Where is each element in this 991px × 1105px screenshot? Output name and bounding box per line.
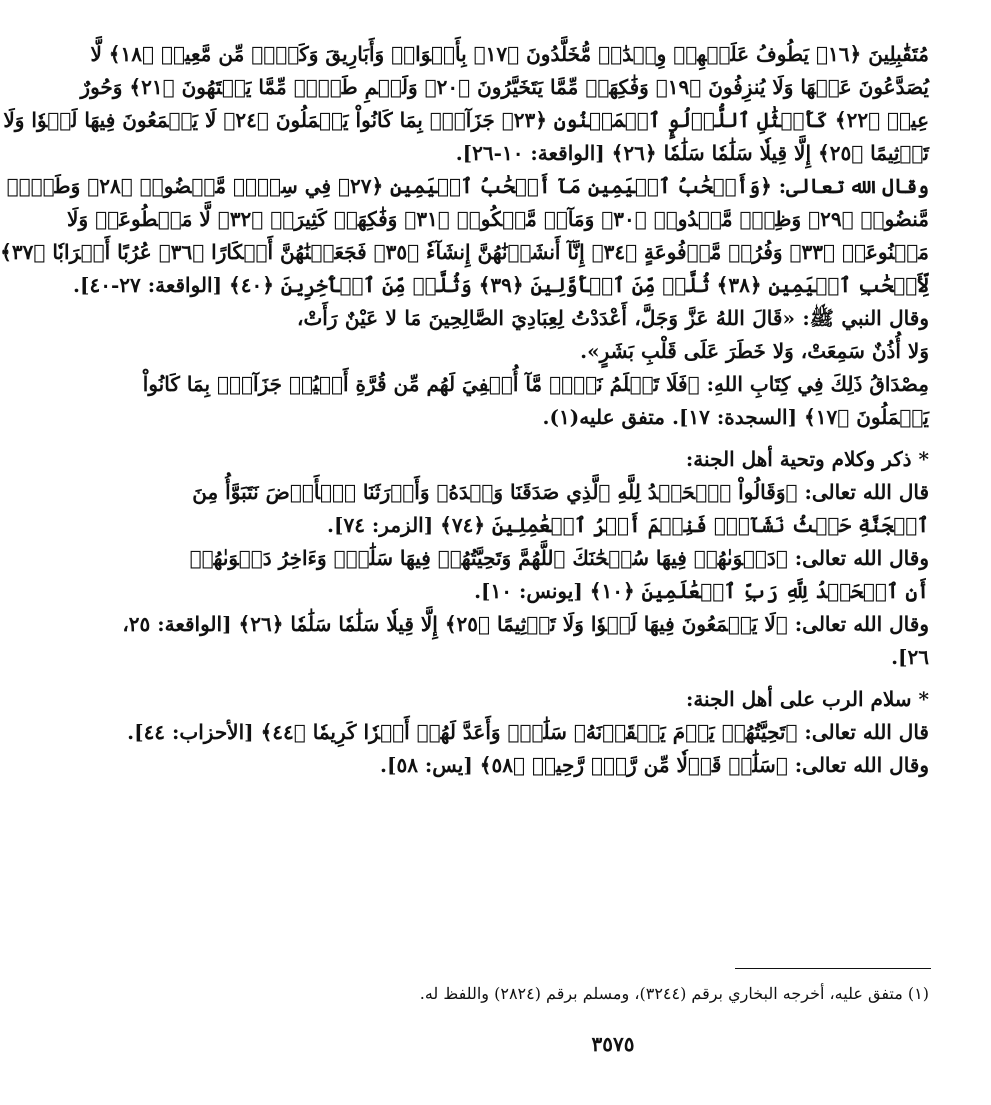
text-line: وقال الله تعالى: ﴿وَأَصۡحَٰبُ ٱلۡيَمِينِ مَآ أَصۡحَٰبُ ٱلۡيَمِينِ ﴿٢٧﴾ فِي سِدۡرٖ مَّخۡضُودٖ ﴿٢٨﴾ وَطَلۡحٖ [6, 174, 929, 198]
verse-block-waqiah-25-26 [122, 608, 929, 674]
text-line: يُصَدَّعُونَ عَنۡهَا وَلَا يُنزِفُونَ ﴿١٩﴾ وَفَٰكِهَةٖ مِّمَّا يَتَخَيَّرُونَ ﴿٢٠﴾ وَلَحۡمِ طَيۡرٖ مِّمَّا يَشۡتَهُونَ ﴿٢١﴾ وَحُورٌ [80, 75, 929, 99]
verse-block-yunus-10 [189, 542, 929, 608]
text-line: قال الله تعالى: ﴿تَحِيَّتُهُمۡ يَوۡمَ يَلۡقَوۡنَهُۥ سَلَٰمٞۚ وَأَعَدَّ لَهُمۡ أَجۡرٗا كَرِيمٗا ﴿٤٤﴾ [الأحزاب: ٤٤]. [127, 720, 929, 744]
text-line: أَنِ ٱلۡحَمۡدُ لِلَّهِ رَبِّ ٱلۡعَٰلَمِينَ ﴿١٠﴾ [يونس: ١٠]. [474, 579, 929, 603]
text-line: يَعۡمَلُونَ ﴿١٧﴾ [السجدة: ١٧]. متفق عليه(١). [542, 405, 929, 429]
footnote: (١) متفق عليه، أخرجه البخاري برقم (٣٢٤٤)، ومسلم برقم (٢٨٢٤) واللفظ له. [419, 984, 929, 1003]
text-line: تَأۡثِيمًا ﴿٢٥﴾ إِلَّا قِيلٗا سَلَٰمٗا سَلَٰمٗا ﴿٢٦﴾ [الواقعة: ١٠-٢٦]. [455, 141, 929, 165]
text-line: وقال النبي ﷺ: «قَالَ اللهُ عَزَّ وَجَلَّ، أَعْدَدْتُ لِعِبَادِيَ الصَّالِحِينَ مَا لا عَيْنٌ رَأَتْ، [297, 306, 929, 330]
text-line: مِصْدَاقُ ذَلِكَ فِي كِتَابِ اللهِ: ﴿فَلَا تَعۡلَمُ نَفۡسٞ مَّآ أُخۡفِيَ لَهُم مِّن قُرَّةِ أَعۡيُنٖ جَزَآءَۢ بِمَا كَانُواْ [142, 372, 929, 396]
text-line: ٢٦]. [891, 645, 929, 669]
text-line: مَمۡنُوعَةٖ ﴿٣٣﴾ وَفُرُشٖ مَّرۡفُوعَةٍ ﴿٣٤﴾ إِنَّآ أَنشَأۡنَٰهُنَّ إِنشَآءٗ ﴿٣٥﴾ فَجَعَلۡنَٰهُنَّ أَبۡكَارًا ﴿٣٦﴾ عُرُبًا أَتۡرَابٗا ﴿٣٧﴾ [0, 240, 929, 264]
text-line: وقال الله تعالى: ﴿لَا يَسۡمَعُونَ فِيهَا لَغۡوٗا وَلَا تَأۡثِيمًا ﴿٢٥﴾ إِلَّا قِيلٗا سَلَٰمٗا سَلَٰمٗا ﴿٢٦﴾ [الواقعة: ٢٥، [122, 612, 929, 636]
text-line: مُتَقَٰبِلِينَ ﴿١٦﴾ يَطُوفُ عَلَيۡهِمۡ وِلۡدَٰنٞ مُّخَلَّدُونَ ﴿١٧﴾ بِأَكۡوَابٖ وَأَبَارِيقَ وَكَأۡسٖ مِّن مَّعِينٖ ﴿١٨﴾ لَّا [90, 42, 929, 66]
footnote-divider [735, 968, 931, 969]
text-line: ٱلۡجَنَّةِ حَيۡثُ نَشَآءُۖ فَنِعۡمَ أَجۡرُ ٱلۡعَٰمِلِينَ ﴿٧٤﴾ [الزمر: ٧٤]. [327, 513, 929, 537]
verse-block-ahzab-yasin [127, 716, 929, 782]
page-number: ٣٥٧٥ [591, 1032, 635, 1056]
section-heading-salam: * سلام الرب على أهل الجنة: [685, 687, 929, 711]
text-line: وقال الله تعالى: ﴿سَلَٰمٞ قَوۡلٗا مِّن رَّبّٖ رَّحِيمٖ ﴿٥٨﴾ [يس: ٥٨]. [380, 753, 929, 777]
text-line: لِّأَصۡحَٰبِ ٱلۡيَمِينِ ﴿٣٨﴾ ثُلَّةٞ مِّنَ ٱلۡأَوَّلِينَ ﴿٣٩﴾ وَثُلَّةٞ مِّنَ ٱلۡأٓخِرِينَ ﴿٤٠﴾ [الواقعة: ٢٧-٤٠]. [73, 273, 929, 297]
text-line: مَّنضُودٖ ﴿٢٩﴾ وَظِلّٖ مَّمۡدُودٖ ﴿٣٠﴾ وَمَآءٖ مَّسۡكُوبٖ ﴿٣١﴾ وَفَٰكِهَةٖ كَثِيرَةٖ ﴿٣٢﴾ لَّا مَقۡطُوعَةٖ وَلَا [67, 207, 929, 231]
text-line: وَلا أُذُنٌ سَمِعَتْ، وَلا خَطَرَ عَلَى قَلْبِ بَشَرٍ». [580, 339, 929, 363]
verse-block-zumar-74 [192, 476, 929, 542]
hadith-block [297, 302, 929, 368]
text-line: عِينٞ ﴿٢٢﴾ كَأَمۡثَٰلِ ٱللُّؤۡلُوِٕ ٱلۡمَكۡنُونِ ﴿٢٣﴾ جَزَآءَۢ بِمَا كَانُواْ يَعۡمَلُونَ ﴿٢٤﴾ لَا يَسۡمَعُونَ فِيهَا لَغۡوٗا وَلَا [3, 108, 929, 132]
verse-block-waqiah-16-26 [3, 38, 929, 170]
section-heading-dhikr: * ذكر وكلام وتحية أهل الجنة: [685, 447, 929, 471]
text-line: وقال الله تعالى: ﴿دَعۡوَىٰهُمۡ فِيهَا سُبۡحَٰنَكَ ٱللَّهُمَّ وَتَحِيَّتُهُمۡ فِيهَا سَلَٰمٞۚ وَءَاخِرُ دَعۡوَىٰهُمۡ [189, 546, 929, 570]
verse-block-waqiah-27-40 [0, 170, 929, 302]
verse-block-sajdah-17 [142, 368, 929, 434]
text-line: قال الله تعالى: ﴿وَقَالُواْ ٱلۡحَمۡدُ لِلَّهِ ٱلَّذِي صَدَقَنَا وَعۡدَهُۥ وَأَوۡرَثَنَا ٱلۡأَرۡضَ نَتَبَوَّأُ مِنَ [192, 480, 929, 504]
